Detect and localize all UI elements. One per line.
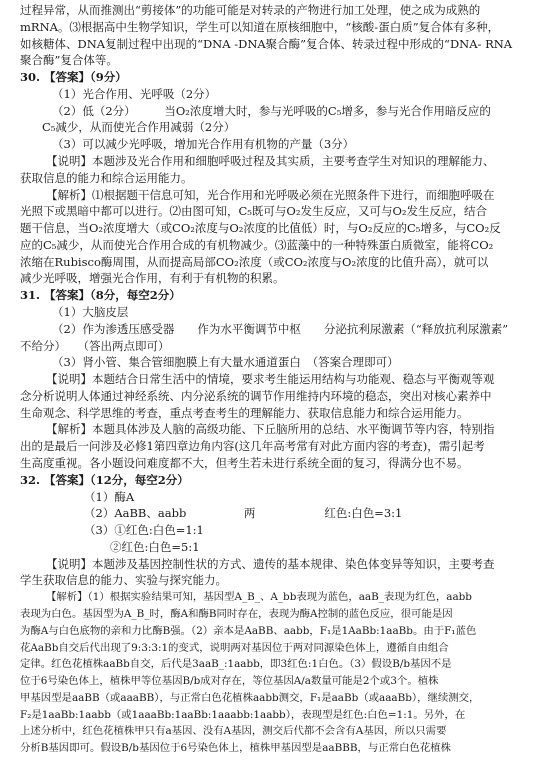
text-line: （3）肾小管、集合管细胞膜上有大量水通道蛋白 （答案合理即可） [52,355,399,370]
text-line: 如核糖体、DNA复制过程中出现的“DNA -DNA聚合酶”复合体、转录过程中形成的“DNA- RNA [20,36,513,51]
text-line: （1）大脑皮层 [52,305,129,319]
explanation-line: 【说明】本题涉及基因控制性状的方式、遗传的基本规律、染色体变异等知识，主要考查 [46,556,495,571]
text-line: mRNA。⑶根据高中生物学知识，学生可以知道在原核细胞中，“核酸-蛋白质”复合体有多种， [20,19,500,34]
text-line: 获取信息的能力和综合运用能力。 [20,170,193,185]
text-line: 出的是最后一问涉及必修1第四章边角内容(这几年高考常有对此方面内容的考查)，需引起考 [20,439,485,454]
text-line: F₂是1aaBb:1aabb（或1aaaBb:1aaBb:1aaabb:1aabb），表现型是红色:白色=1:1。另外，在 [20,708,466,721]
text-line: 过程异常，从而推测出“剪接体”的功能可能是对转录的产物进行加工处理，使之成为成熟的 [20,3,481,17]
text-line: （3）①红色:白色=1:1 [84,523,204,538]
text-line: 浓缩在Rubisco酶周围，从而提高局部CO₂浓度（或CO₂浓度与O₂浓度的比值升高），就可以 [20,254,489,269]
answer-heading-30: 30. 【答案】（9分） [20,70,127,85]
text-line: 减少光呼吸，增强光合作用，有利于有机物的积累。 [20,271,285,286]
text-line: （1）光合作用、光呼吸（2分） [52,86,217,101]
text-line: 甲基因型是aaBB（或aaaBB），与正常白色花植株aabb测交，F₁是aaBb（或aaaBb），继续测交， [20,691,480,704]
text-line: 上述分析中，红色花植株甲只有a基因、没有A基因，测交后代都不会含有A基因，所以只需要 [20,725,447,738]
explanation-line: 【说明】本题涉及光合作用和细胞呼吸过程及其实质，主要考查学生对知识的理解能力、 [46,154,495,168]
text-line: （2）AaBB、aabb 两 红色:白色=3:1 [84,506,403,521]
text-line: 生高度重视。各小题设问难度都不大，但考生若未进行系统全面的复习，得满分也不易。 [20,456,469,470]
text-line: 为酶A与白色底物的亲和力比酶B强。（2）亲本是AaBB、aabb，F₁是1AaBb:1aaBb。由于F₁蓝色 [20,624,477,637]
text-line: 表现为白色。基因型为A_B_时，酶A和酶B同时存在，表现为酶A控制的蓝色反应，很可能是因 [20,608,453,620]
text-line: （2）低（2分） 当O₂浓度增大时，参与光呼吸的C₅增多，参与光合作用暗反应的 [52,103,491,118]
text-line: 生命观念、科学思维的考查，重点考查考生的理解能力、获取信息能力和综合运用能力。 [20,405,469,420]
text-line: 位于6号染色体上，植株甲等位基因B/b成对存在，等位基因A/a数量可能是2个或3个。植株 [20,675,439,688]
text-line: 应的C₅减少，从而使光合作用合成的有机物减少。⑶蓝藻中的一种特殊蛋白质微室，能将CO₂ [20,237,494,252]
text-line: 题干信息，当O₂浓度增大（或CO₂浓度与O₂浓度的比值低）时，与O₂反应的C₅增多，与CO₂反 [20,221,501,236]
answer-heading-31: 31. 【答案】（8分，每空2分） [20,288,181,303]
text-line: （3）可以减少光呼吸，增加光合作用有机物的产量（3分） [52,137,355,152]
text-line: （1）酶A [84,489,135,504]
answer-heading-32: 32. 【答案】（12分，每空2分） [20,472,189,487]
text-line: 光照下或黑暗中都可以进行。⑵由图可知，C₅既可与O₂发生反应，又可与O₂发生反应，结合 [20,204,487,219]
explanation-line: 【说明】本题结合日常生活中的情境，要求考生能运用结构与功能观、稳态与平衡观等观 [46,372,495,387]
text-line: 念分析说明人体通过神经系统、内分泌系统的调节作用维持内环境的稳态，突出对核心素养中 [20,388,492,403]
text-line: （2）作为渗透压感受器 作为水平衡调节中枢 分泌抗利尿激素（“释放抗利尿激素” [52,321,509,336]
text-line: ②红色:白色=5:1 [110,539,200,554]
text-line: 定律。红色花植株aaBb自交，后代是3aaB_:1aabb，即3红色:1白色。（3）假设B/b基因不是 [20,658,452,671]
text-line: C₅减少，从而使光合作用减弱（2分） [42,120,236,135]
analysis-line: 【解析】本题具体涉及人脑的高级功能、下丘脑所用的总结、水平衡调节等内容，特别指 [46,422,495,437]
analysis-line: 【解析】⑴根据题干信息可知，光合作用和光呼吸必须在光照条件下进行，而细胞呼吸在 [46,187,495,202]
text-line: 聚合酶”复合体等。 [20,53,118,68]
text-line: 分析B基因即可。假设B/b基因位于6号染色体上，植株甲基因型是aaBBB，与正常白色花植株 [20,742,451,755]
text-line: 学生获取信息的能力、实验与探究能力。 [20,573,227,588]
text-line: 花AaBb自交后代出现了9:3:3:1的变式，说明两对基因位于两对同源染色体上，遵循自由组合 [20,641,449,654]
analysis-line: 【解析】（1）根据实验结果可知，基因型A_B_、A_bb表现为蓝色，aaB_表现为红色，aabb [46,591,472,604]
text-line: 不给分） （答出两点即可） [20,338,170,353]
